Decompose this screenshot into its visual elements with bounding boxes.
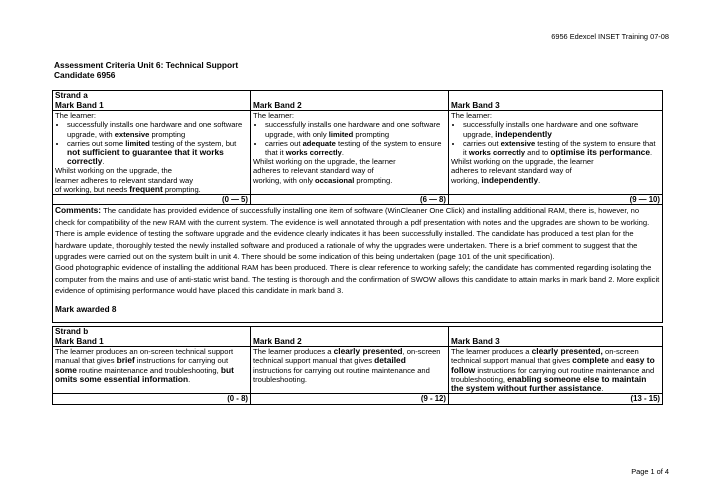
strand-a-heading-row	[53, 91, 663, 111]
mark-range: (9 — 10)	[449, 195, 663, 205]
strand-b-band-3-criteria: The learner produces a clearly presented, on-screen technical support manual that gives complete and easy to follow instructions for carrying out routine maintenance and troubleshooting, enabling someone else to maintain the system without further assistance.	[449, 347, 663, 394]
comments-text: The candidate has provided evidence of successfully installing one item of software (WinCleaner One Click) and installing additional RAM, there is, however, no check for compatibility of the new RAM with the current system. The evidence is well annotated through a pdf presentation with notes and the upgrades are shown to be working. There is ample evidence of testing the software upgrade and the evidence clearly indicates it has been successfully installed. The candidate has produced a test plan for the hardware update, thoroughly tested the newly installed software and produced a rationale of why the upgrades were undertaken. There is a brief comment to suggest that the upgrades were carried out on the system built in unit 4. There should be some indication of this being undertaken (page 101 of the unit specification).	[55, 206, 650, 262]
criteria-bullet: • carries out adequate testing of the system to ensure that it works correctly.	[265, 139, 446, 157]
criteria-intro: The learner:	[55, 111, 96, 121]
strand-a-band-1-criteria	[53, 111, 251, 195]
strand-a-band-3-heading: Mark Band 3	[449, 91, 663, 111]
mark-range: (6 — 8)	[251, 195, 449, 205]
strand-b-label: Strand b	[55, 327, 89, 336]
page-header: 6956 Edexcel INSET Training 07-08	[551, 32, 669, 41]
strand-b-criteria-row	[53, 347, 663, 394]
criteria-tail: Whilst working on the upgrade, the	[55, 166, 172, 176]
strand-b-table	[52, 326, 663, 405]
strand-a-criteria-row	[53, 111, 663, 195]
strand-b-band-2-heading: Mark Band 2	[251, 327, 449, 347]
mark-awarded: Mark awarded 8	[55, 304, 117, 314]
strand-a-band-3-criteria	[449, 111, 663, 195]
mark-range: (13 - 15)	[449, 394, 663, 404]
strand-b-band-2-criteria: The learner produces a clearly presented, on-screen technical support manual that gives detailed instructions for carrying out routine maintenance and troubleshooting.	[251, 347, 449, 394]
page-footer: Page 1 of 4	[631, 466, 669, 476]
mark-range: (0 — 5)	[53, 195, 251, 205]
criteria-tail: adheres to relevant standard way of	[253, 166, 374, 176]
criteria-tail: of working, but needs frequent prompting.	[55, 183, 201, 194]
strand-a-band-2-criteria	[251, 111, 449, 195]
document-title-block	[54, 60, 238, 81]
criteria-tail: working, independently.	[451, 174, 541, 185]
strand-a-comments	[53, 205, 663, 323]
document-title: Assessment Criteria Unit 6: Technical Support	[54, 60, 239, 70]
strand-b-band-1-criteria: The learner produces an on-screen technical support manual that gives brief instructions for carrying out some routine maintenance and troubleshooting, but omits some essential information.	[53, 347, 251, 394]
strand-b-range-row	[53, 394, 663, 404]
criteria-tail: adheres to relevant standard way of	[451, 166, 572, 176]
strand-a-range-row	[53, 195, 663, 205]
strand-b-band-1-heading	[53, 327, 251, 347]
criteria-intro: The learner:	[253, 111, 294, 121]
strand-a-label: Strand a	[55, 91, 88, 100]
strand-a-band-1-heading	[53, 91, 251, 111]
mark-range: (9 - 12)	[251, 394, 449, 404]
strand-a-band-2-heading: Mark Band 2	[251, 91, 449, 111]
comments-label: Comments:	[55, 205, 102, 216]
criteria-tail: Whilst working on the upgrade, the learner	[451, 157, 594, 167]
mark-range: (0 - 8)	[53, 394, 251, 404]
strand-a-comments-row	[53, 205, 663, 323]
band-heading: Mark Band 1	[55, 336, 104, 346]
strand-b-band-3-heading: Mark Band 3	[449, 327, 663, 347]
band-heading: Mark Band 1	[55, 100, 104, 110]
strand-b-heading-row	[53, 327, 663, 347]
comments-text-2: Good photographic evidence of installing the additional RAM has been produced. There is clear reference to working safely; the candidate has commented regarding isolating the computer from the mains and use of anti-static wrist band. The testing is thorough and the confirmation of SWOW allows this candidate to attain marks in mark band 2. More explicit evidence of optimising performance would have placed this candidate in mark band 3.	[55, 263, 660, 296]
candidate-label: Candidate 6956	[54, 70, 116, 81]
criteria-tail: learner adheres to relevant standard way	[55, 175, 194, 185]
criteria-bullet: • successfully installs one hardware and one software upgrade, independently	[463, 120, 660, 138]
criteria-tail: Whilst working on the upgrade, the learner	[253, 157, 396, 167]
criteria-bullet: • successfully installs one hardware and one software upgrade, with only limited prompting	[265, 120, 446, 138]
criteria-bullet: • carries out some limited testing of the system, but not sufficient to guarantee that it works correctly.	[67, 139, 248, 167]
criteria-bullet: • successfully installs one hardware and one software upgrade, with extensive prompting	[67, 120, 248, 138]
criteria-tail: working, with only occasional prompting.	[253, 175, 393, 185]
criteria-bullet: • carries out extensive testing of the system to ensure that it works correctly and to optimise its performance.	[463, 139, 660, 157]
criteria-intro: The learner:	[451, 111, 492, 121]
strand-a-table	[52, 90, 663, 323]
